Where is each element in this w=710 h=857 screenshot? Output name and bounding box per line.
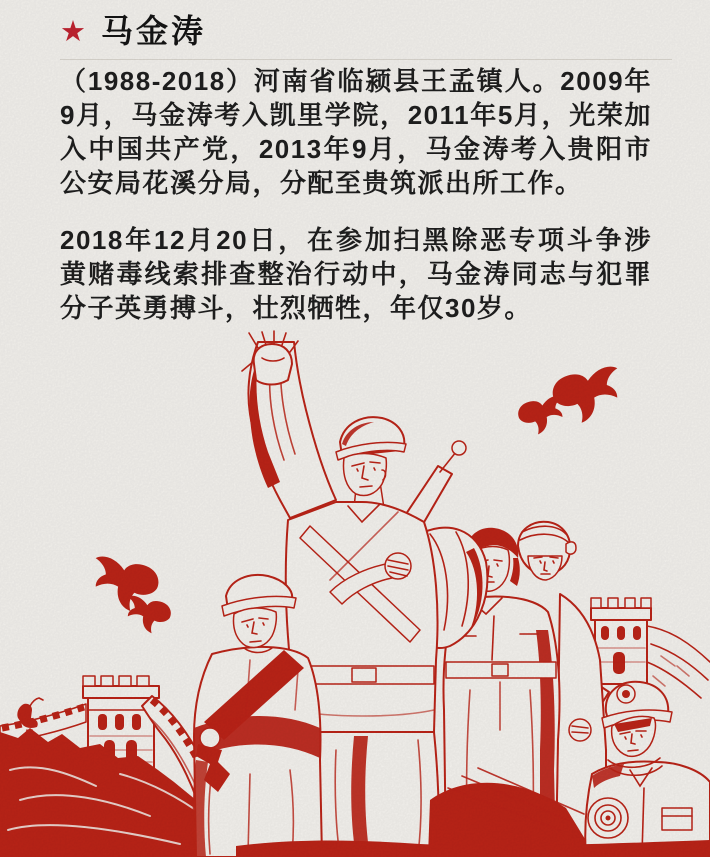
bio-paragraph-2: 2018年12月20日，在参加扫黑除恶专项斗争涉黄赌毒线索排查整治行动中，马金涛同志与犯罪分子英勇搏斗，壮烈牺牲，年仅30岁。 [60, 225, 652, 323]
page-header [60, 14, 672, 60]
bio-paragraph-1: （1988-2018）河南省临颍县王孟镇人。2009年9月，马金涛考入凯里学院，2011年5月，光荣加入中国共产党，2013年9月，马金涛考入贵阳市公安局花溪分局，分配至贵筑派出所工作。 [60, 66, 652, 198]
page-title: 马金涛 [101, 13, 207, 49]
red-star-icon: ★ [60, 16, 86, 49]
dove-icon [128, 596, 171, 633]
dove-icon [96, 557, 159, 612]
memorial-illustration [0, 330, 710, 857]
doves-left-pair [96, 557, 171, 634]
doves-right-pair [518, 367, 617, 435]
dove-icon [553, 367, 618, 423]
dove-icon [518, 396, 562, 435]
biography-text [60, 64, 652, 348]
central-soldier-head [336, 417, 406, 495]
